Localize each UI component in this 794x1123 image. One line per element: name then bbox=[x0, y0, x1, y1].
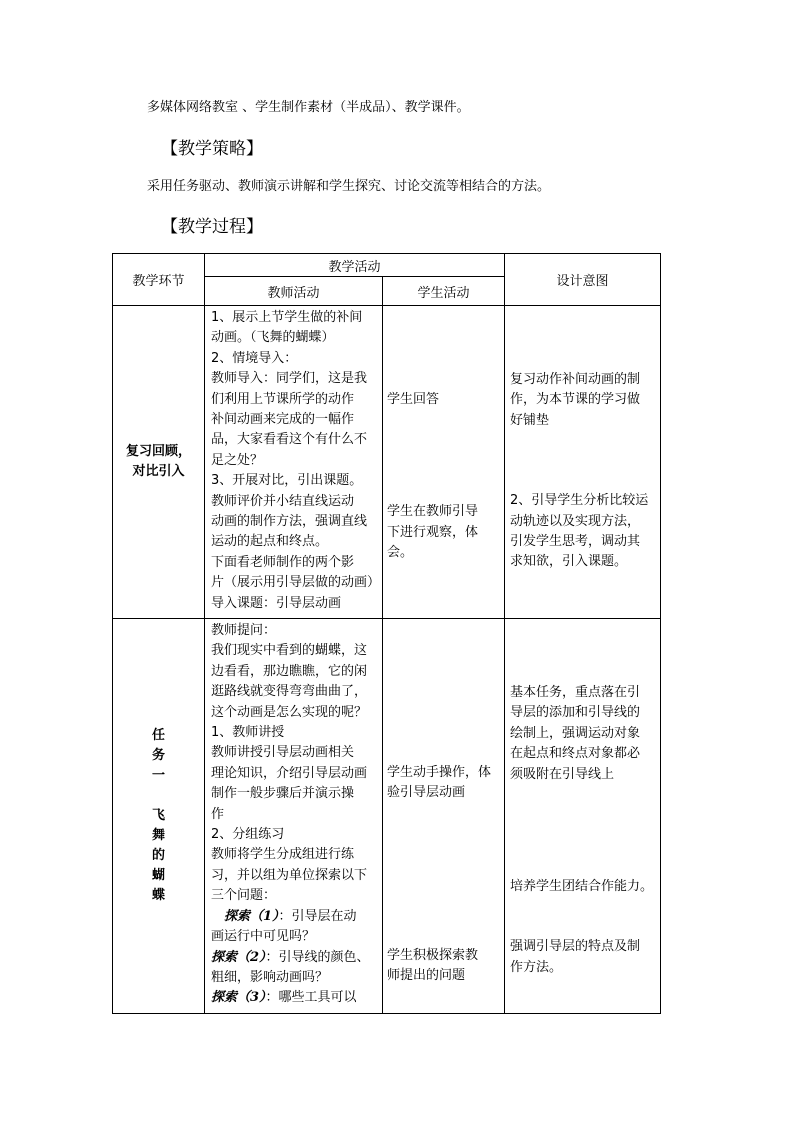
design-line: 须吸附在引导线上 bbox=[510, 766, 615, 782]
teacher-activity-task bbox=[205, 619, 383, 1014]
explore-2-cont: 粗细，影响动画吗？ bbox=[211, 969, 329, 985]
teacher-line: 教师将学生分成组进行练 bbox=[211, 847, 355, 863]
stage-char: 务 bbox=[151, 748, 165, 763]
explore-1-cont: 画运行中可见吗？ bbox=[211, 929, 316, 945]
design-line: 动轨迹以及实现方法， bbox=[510, 513, 641, 529]
student-activity-task bbox=[383, 619, 505, 1014]
explore-3 bbox=[211, 988, 378, 1008]
teacher-line: 教师提问： bbox=[211, 623, 277, 638]
design-line: 好铺垫 bbox=[510, 412, 550, 428]
design-line: 2、引导学生分析比较运 bbox=[510, 493, 649, 509]
student-explore-line2: 师提出的问题 bbox=[387, 968, 466, 984]
design-line: 基本任务，重点落在引 bbox=[510, 685, 641, 700]
explore-2-label: 探索（2） bbox=[211, 949, 266, 965]
design-line: 复习动作补间动画的制 bbox=[510, 372, 641, 387]
teaching-process-table bbox=[112, 253, 661, 1014]
teacher-line: 1、展示上节学生做的补间 bbox=[211, 310, 363, 325]
explore-2 bbox=[211, 948, 378, 968]
explore-3-label: 探索（3） bbox=[211, 990, 266, 1006]
teacher-line: 三个问题： bbox=[211, 888, 277, 904]
teacher-line: 制作一般步骤后并演示操 bbox=[211, 786, 355, 802]
teacher-line: 动画。（飞舞的蝴蝶） bbox=[211, 330, 335, 346]
teacher-activity-review bbox=[205, 306, 383, 619]
teacher-line: 教师评价并小结直线运动 bbox=[211, 493, 355, 509]
student-observe-line1: 学生在教师引导 bbox=[387, 504, 479, 520]
teacher-line: 理论知识，介绍引导层动画 bbox=[211, 765, 368, 781]
teacher-line: 运动的起点和终点。 bbox=[211, 534, 329, 550]
stage-task-one bbox=[113, 619, 205, 1014]
header-design: 设计意图 bbox=[505, 254, 661, 306]
teacher-line: 2、分组练习 bbox=[211, 827, 285, 843]
teacher-line: 边看看，那边瞧瞧，它的闲 bbox=[211, 663, 368, 679]
teacher-line: 补间动画来完成的一幅作 bbox=[211, 412, 355, 428]
teacher-line: 习，并以组为单位探索以下 bbox=[211, 867, 368, 883]
stage-char: 蝶 bbox=[151, 888, 165, 903]
stage-review bbox=[113, 306, 205, 619]
teacher-line: 教师导入：同学们，这是我 bbox=[211, 371, 368, 387]
explore-2-text: ：引导线的颜色、 bbox=[265, 949, 370, 965]
explore-3-text: ：哪些工具可以 bbox=[265, 990, 357, 1006]
process-heading: 【教学过程】 bbox=[161, 217, 263, 237]
stage-char: 一 bbox=[151, 768, 165, 783]
student-activity-review bbox=[383, 306, 505, 619]
design-line: 求知欲，引入课题。 bbox=[510, 554, 628, 570]
stage-char: 的 bbox=[151, 848, 165, 863]
teacher-line: 片（展示用引导层做的动画） bbox=[211, 575, 381, 591]
teacher-line: 品，大家看看这个有什么不 bbox=[211, 432, 368, 448]
teacher-line: 动画的制作方法，强调直线 bbox=[211, 514, 368, 530]
design-line: 培养学生团结合作能力。 bbox=[510, 879, 654, 895]
design-intent-task bbox=[505, 619, 661, 1014]
student-explore-line1: 学生积极探索教 bbox=[387, 947, 479, 963]
teacher-line: 下面看老师制作的两个影 bbox=[211, 554, 355, 570]
design-line: 在起点和终点对象都必 bbox=[510, 746, 641, 762]
teacher-line: 3、开展对比，引出课题。 bbox=[211, 473, 363, 489]
header-student: 学生活动 bbox=[383, 277, 505, 306]
student-observe-line2: 下进行观察，体会。 bbox=[387, 524, 479, 561]
teacher-line: 教师讲授引导层动画相关 bbox=[211, 745, 355, 761]
stage-char: 任 bbox=[151, 728, 165, 743]
teacher-line: 这个动画是怎么实现的呢？ bbox=[211, 704, 368, 720]
stage-char: 蝴 bbox=[151, 868, 165, 883]
teacher-line: 作 bbox=[211, 806, 225, 822]
explore-1 bbox=[211, 907, 378, 927]
intro-text: 多媒体网络教室 、学生制作素材（半成品）、教学课件。 bbox=[147, 100, 470, 115]
design-line: 导层的添加和引导线的 bbox=[510, 705, 641, 721]
teacher-line: 足之处？ bbox=[211, 452, 264, 468]
design-line: 引发学生思考，调动其 bbox=[510, 534, 641, 550]
stage-char: 飞 bbox=[151, 808, 165, 823]
strategy-heading: 【教学策略】 bbox=[161, 139, 263, 159]
explore-1-text: ：引导层在动 bbox=[278, 908, 357, 924]
strategy-text: 采用任务驱动、教师演示讲解和学生探究、讨论交流等相结合的方法。 bbox=[147, 179, 551, 194]
teacher-line: 我们现实中看到的蝴蝶，这 bbox=[211, 643, 368, 659]
teacher-line: 逛路线就变得弯弯曲曲了， bbox=[211, 684, 368, 700]
header-stage: 教学环节 bbox=[113, 254, 205, 306]
design-line: 作，为本节课的学习做 bbox=[510, 392, 641, 408]
design-intent-review bbox=[505, 306, 661, 619]
stage-char: 舞 bbox=[151, 828, 165, 843]
teacher-line: 导入课题：引导层动画 bbox=[211, 595, 342, 611]
teacher-line: 2、情境导入： bbox=[211, 350, 298, 366]
teacher-line: 们利用上节课所学的动作 bbox=[211, 391, 355, 407]
stage-review-line1: 复习回顾， bbox=[125, 444, 191, 459]
student-practice-line2: 验引导层动画 bbox=[387, 785, 466, 801]
student-answer: 学生回答 bbox=[387, 392, 440, 407]
stage-review-line2: 对比引入 bbox=[132, 464, 185, 479]
explore-1-label: 探索（1） bbox=[224, 908, 279, 924]
header-teacher: 教师活动 bbox=[205, 277, 383, 306]
design-line: 强调引导层的特点及制 bbox=[510, 939, 641, 955]
design-line: 绘制上，强调运动对象 bbox=[510, 725, 641, 741]
design-line: 作方法。 bbox=[510, 959, 563, 975]
header-activity: 教学活动 bbox=[205, 254, 505, 277]
student-practice-line1: 学生动手操作，体 bbox=[387, 765, 492, 780]
teacher-line: 1、教师讲授 bbox=[211, 725, 285, 741]
